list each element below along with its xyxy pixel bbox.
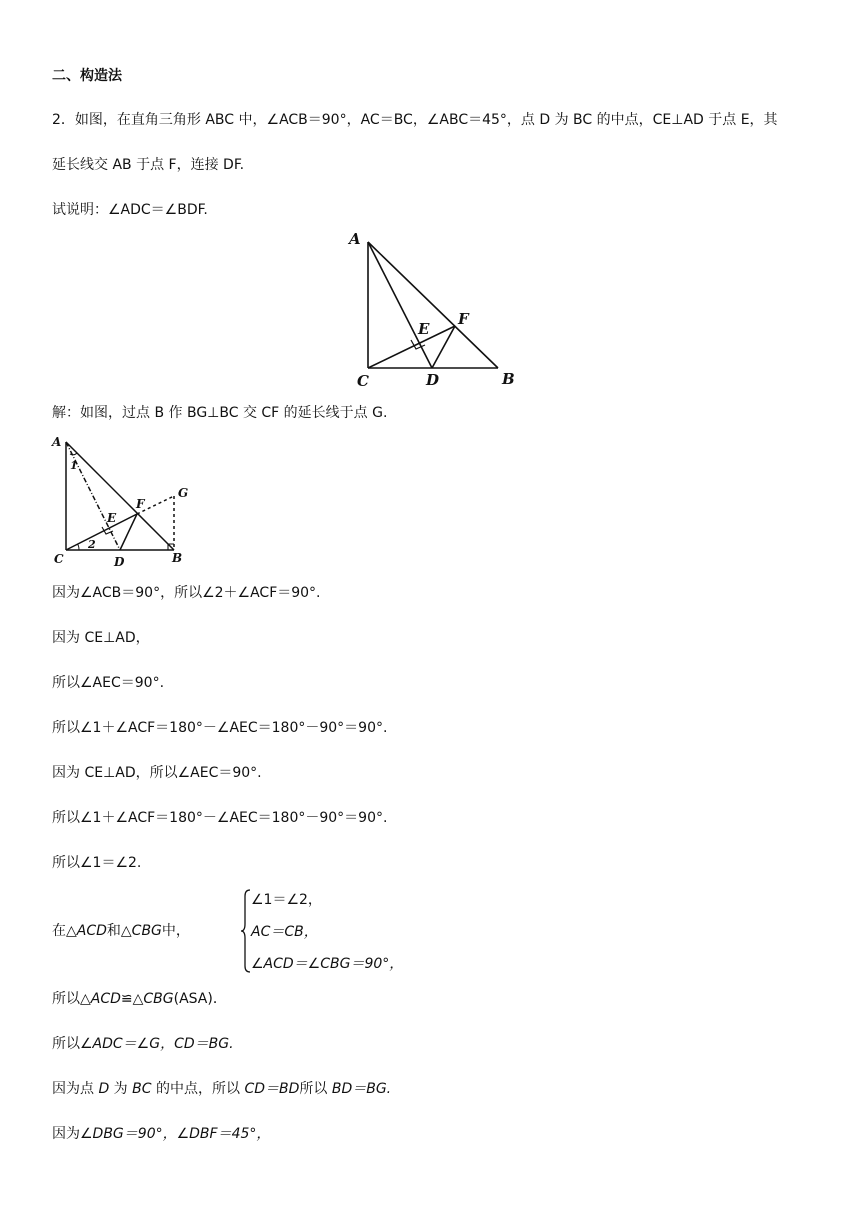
fig2-label-C: C bbox=[54, 552, 64, 566]
step-5: 因为 CE⊥AD，所以∠AEC＝90°. bbox=[52, 765, 262, 781]
figure-2-construction bbox=[50, 430, 200, 570]
conclusion-1: 所以△ACD≌△CBG(ASA)． bbox=[52, 991, 227, 1007]
system-item-1: ∠1＝∠2， bbox=[251, 892, 322, 908]
fig2-label-E: E bbox=[107, 511, 117, 525]
fig1-label-E: E bbox=[418, 320, 430, 338]
conclusion-2: 所以∠ADC＝∠G，CD＝BG. bbox=[52, 1036, 234, 1052]
triangle-acd: △ACD bbox=[66, 923, 107, 939]
fig1-label-C: C bbox=[357, 372, 369, 390]
step-3: 所以∠AEC＝90°. bbox=[52, 675, 165, 691]
fig2-angle-2: 2 bbox=[88, 538, 96, 551]
system-item-2: AC＝CB， bbox=[251, 924, 318, 940]
fig2-label-G: G bbox=[178, 486, 189, 500]
fig2-label-A: A bbox=[52, 435, 62, 449]
system-item-3: ∠ACD＝∠CBG＝90°， bbox=[251, 956, 404, 972]
fig1-label-B: B bbox=[502, 370, 515, 388]
fig2-angle-1: 1 bbox=[70, 459, 78, 472]
problem-line-2: 延长线交 AB 于点 F，连接 DF. bbox=[52, 157, 245, 173]
fig1-label-F: F bbox=[458, 310, 469, 328]
fig2-label-F: F bbox=[136, 497, 145, 511]
step-7: 所以∠1＝∠2. bbox=[52, 855, 142, 871]
problem-prompt: 试说明：∠ADC＝∠BDF. bbox=[52, 202, 208, 218]
step-1: 因为∠ACB＝90°，所以∠2＋∠ACF＝90°. bbox=[52, 585, 321, 601]
step-4: 所以∠1＋∠ACF＝180°－∠AEC＝180°－90°＝90°. bbox=[52, 720, 388, 736]
solution-intro: 解：如图，过点 B 作 BG⊥BC 交 CF 的延长线于点 G. bbox=[52, 405, 388, 421]
conclusion-4: 因为∠DBG＝90°，∠DBF＝45°， bbox=[52, 1126, 271, 1142]
fig2-label-B: B bbox=[172, 551, 183, 565]
figure-1-triangle bbox=[340, 228, 520, 393]
fig1-label-D: D bbox=[426, 371, 440, 389]
step-2: 因为 CE⊥AD， bbox=[52, 630, 150, 646]
system-label: 在△ACD和△CBG中， bbox=[52, 923, 190, 939]
step-6: 所以∠1＋∠ACF＝180°－∠AEC＝180°－90°＝90°. bbox=[52, 810, 388, 826]
section-title: 二、构造法 bbox=[52, 68, 122, 84]
fig2-label-D: D bbox=[114, 555, 125, 569]
conclusion-3: 因为点 D 为 BC 的中点，所以 CD＝BD所以 BD＝BG. bbox=[52, 1081, 392, 1097]
fig1-label-A: A bbox=[349, 230, 361, 248]
problem-line-1: 2．如图，在直角三角形 ABC 中，∠ACB＝90°，AC＝BC，∠ABC＝45°，点 D 为 BC 的中点，CE⊥AD 于点 E，其 bbox=[52, 112, 778, 128]
triangle-cbg: △CBG bbox=[120, 923, 162, 939]
